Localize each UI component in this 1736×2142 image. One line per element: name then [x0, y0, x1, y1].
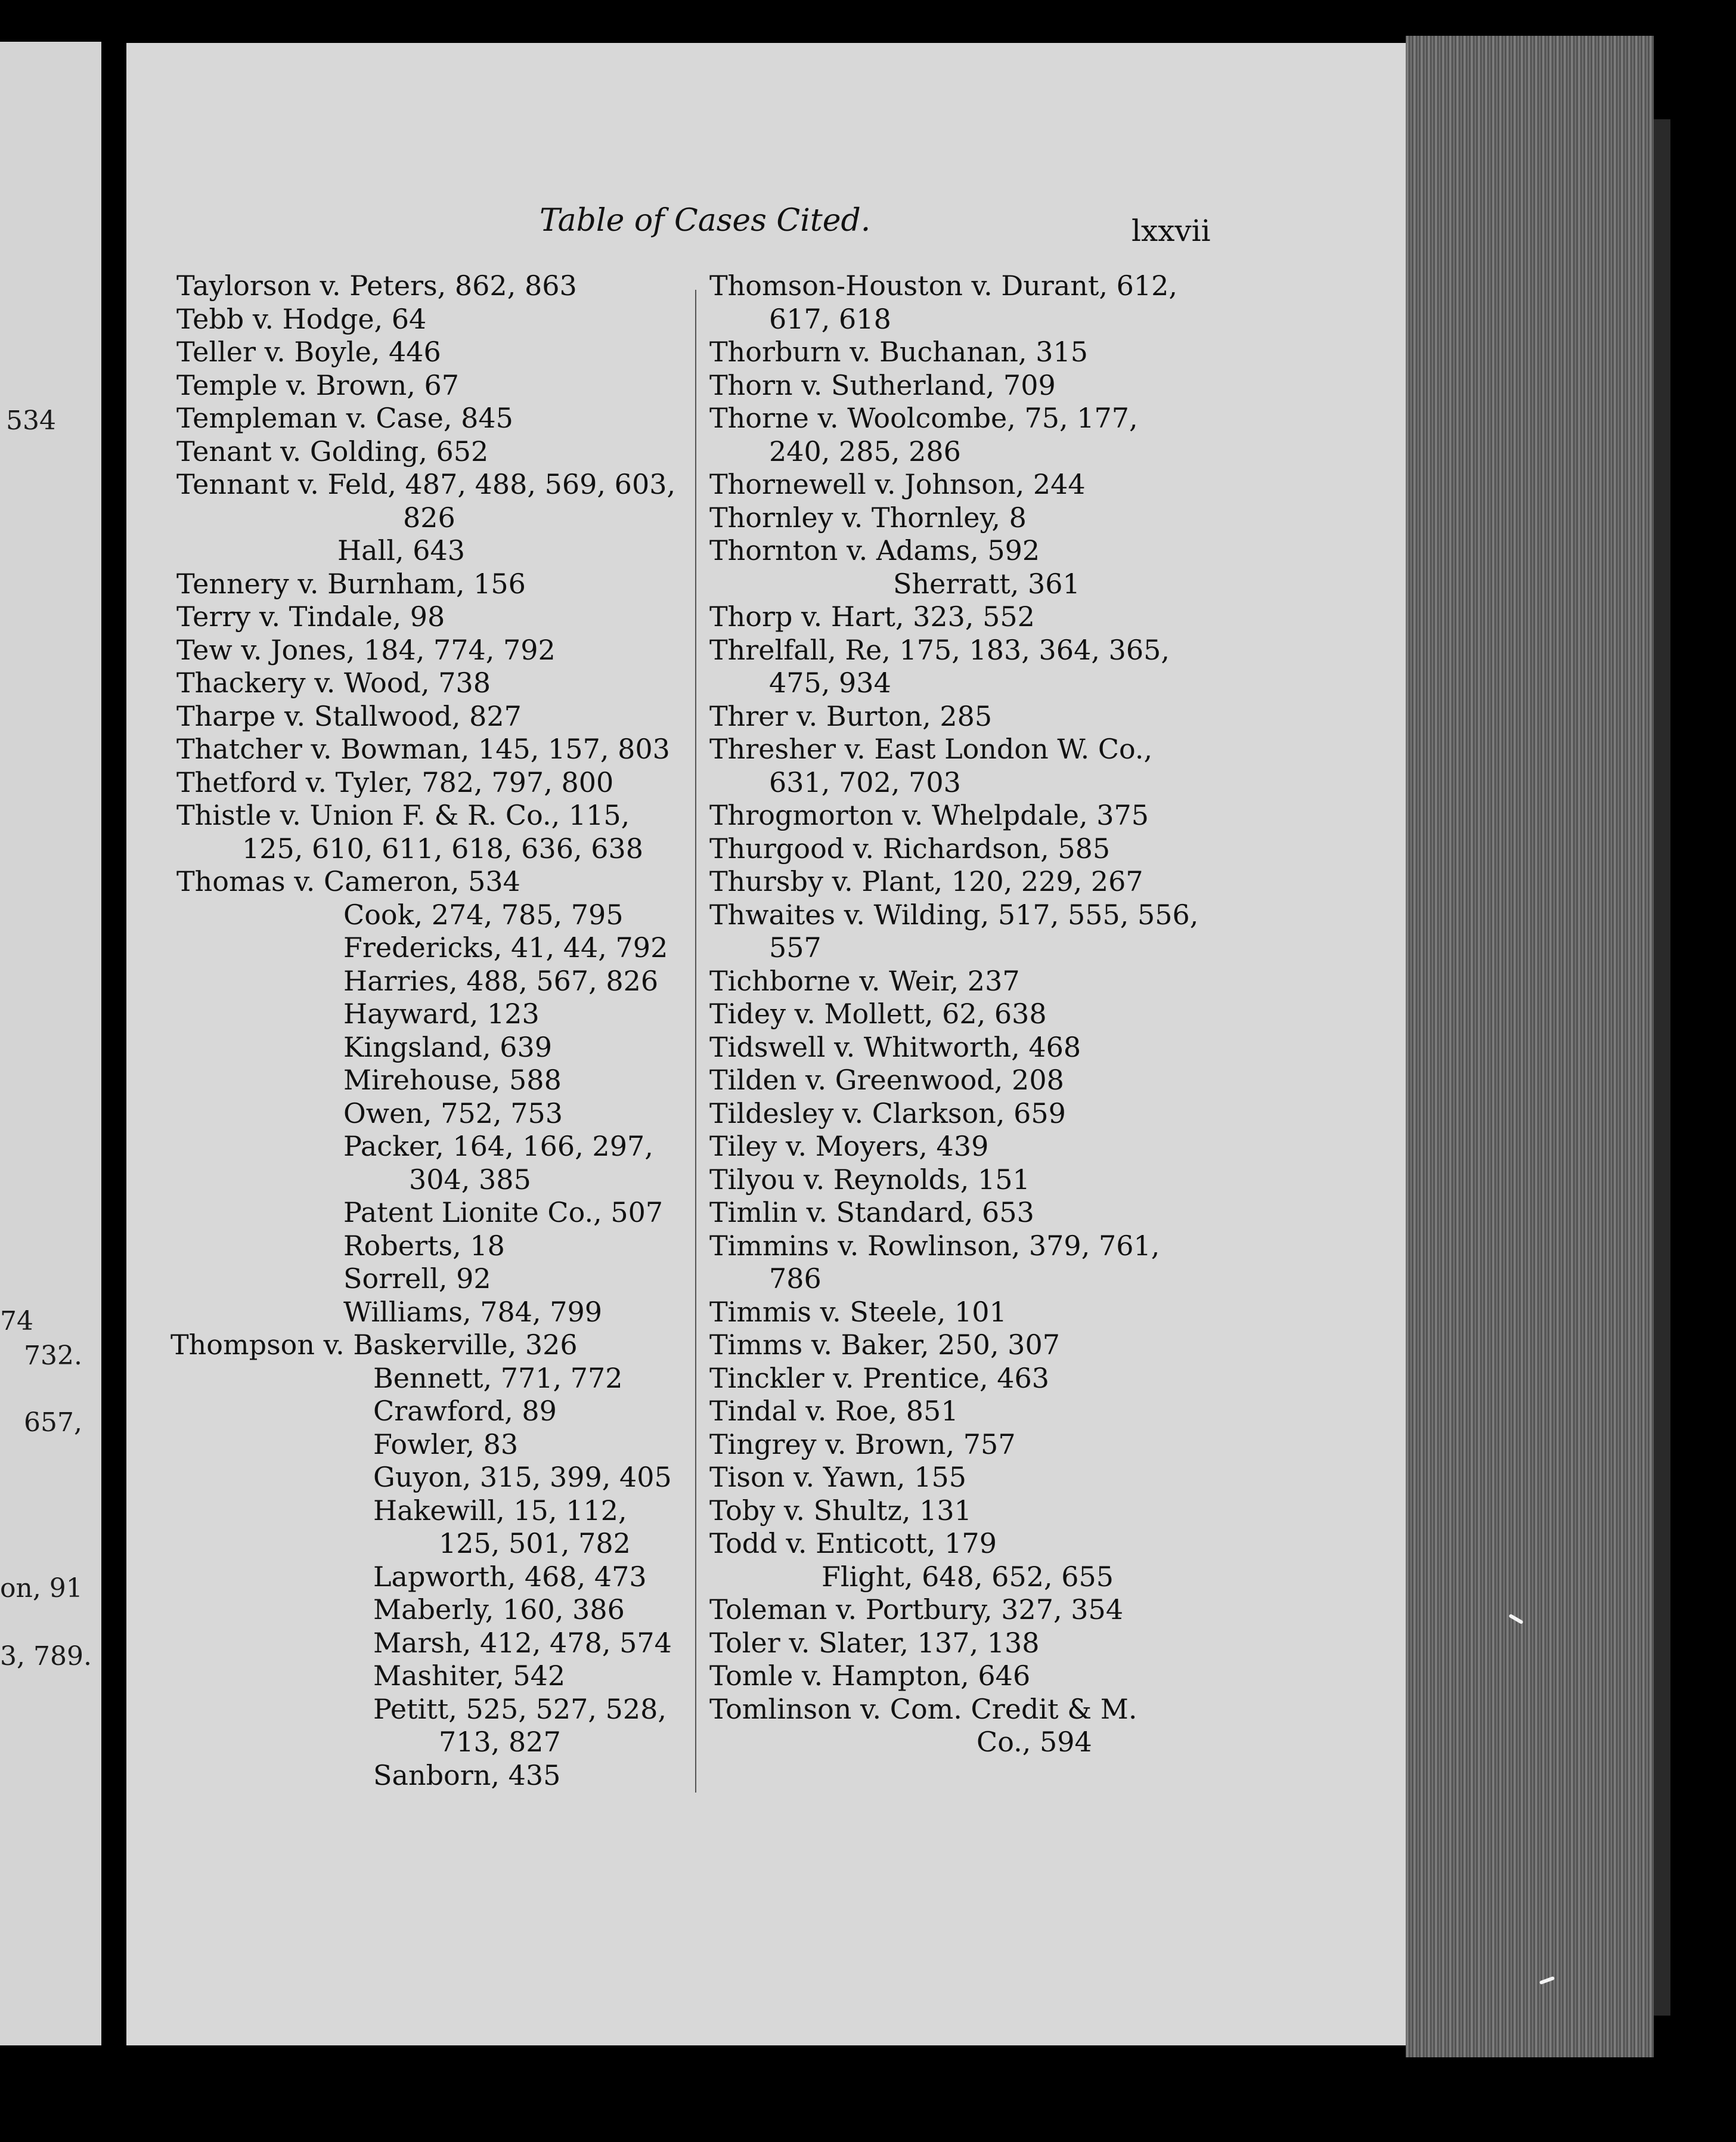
case-entry: Mashiter, 542 [373, 1660, 566, 1692]
case-entry: Hayward, 123 [343, 998, 540, 1030]
case-entry: 125, 610, 611, 618, 636, 638 [242, 832, 644, 865]
case-entry: Tew v. Jones, 184, 774, 792 [176, 633, 556, 666]
case-entry: 240, 285, 286 [769, 435, 961, 468]
column-divider [695, 290, 696, 1793]
case-entry: Thomas v. Cameron, 534 [176, 865, 520, 897]
case-entry: Tinckler v. Prentice, 463 [709, 1361, 1049, 1394]
case-entry: Tennant v. Feld, 487, 488, 569, 603, [176, 468, 676, 500]
case-entry: Tiley v. Moyers, 439 [709, 1130, 989, 1162]
case-entry: Kingsland, 639 [343, 1030, 553, 1063]
case-entry: Taylorson v. Peters, 862, 863 [176, 270, 577, 302]
book-cover-edge [1654, 119, 1670, 2016]
case-entry: Tomle v. Hampton, 646 [709, 1660, 1031, 1692]
left-page-fragment: 3, 789. [0, 1641, 92, 1671]
case-entry: 713, 827 [439, 1726, 561, 1758]
case-entry: Thorp v. Hart, 323, 552 [709, 600, 1035, 633]
case-entry: Tichborne v. Weir, 237 [709, 964, 1020, 997]
case-entry: Throgmorton v. Whelpdale, 375 [709, 799, 1149, 831]
case-entry: Thatcher v. Bowman, 145, 157, 803 [176, 733, 670, 765]
case-entry: Thwaites v. Wilding, 517, 555, 556, [709, 898, 1199, 931]
case-entry: Thornley v. Thornley, 8 [709, 501, 1027, 534]
case-entry: Teller v. Boyle, 446 [176, 336, 441, 368]
case-entry: Thompson v. Baskerville, 326 [170, 1329, 578, 1361]
left-page-fragment: 657, [24, 1407, 82, 1438]
case-entry: Thursby v. Plant, 120, 229, 267 [709, 865, 1143, 897]
case-entry: Thurgood v. Richardson, 585 [709, 832, 1111, 865]
case-entry: Thetford v. Tyler, 782, 797, 800 [176, 766, 614, 798]
case-entry: 304, 385 [409, 1163, 531, 1196]
case-entry: Petitt, 525, 527, 528, [373, 1692, 667, 1725]
case-entry: Tison v. Yawn, 155 [709, 1461, 966, 1493]
case-entry: Thistle v. Union F. & R. Co., 115, [176, 799, 630, 831]
case-entry: Tidswell v. Whitworth, 468 [709, 1030, 1081, 1063]
case-entry: Roberts, 18 [343, 1229, 505, 1262]
case-entry: Toler v. Slater, 137, 138 [709, 1626, 1040, 1659]
case-entry: Lapworth, 468, 473 [373, 1560, 647, 1593]
case-entry: Mirehouse, 588 [343, 1064, 562, 1096]
case-entry: Terry v. Tindale, 98 [176, 600, 445, 633]
case-entry: Tingrey v. Brown, 757 [709, 1428, 1016, 1460]
case-entry: Patent Lionite Co., 507 [343, 1196, 664, 1228]
book-fore-edge [1406, 36, 1654, 2057]
case-entry: Timmins v. Rowlinson, 379, 761, [709, 1229, 1160, 1262]
case-entry: Timlin v. Standard, 653 [709, 1196, 1034, 1228]
case-entry: Tennery v. Burnham, 156 [176, 567, 526, 600]
case-entry: Thorne v. Woolcombe, 75, 177, [709, 402, 1138, 434]
case-entry: Thorn v. Sutherland, 709 [709, 369, 1056, 401]
left-page-fragment: 732. [24, 1341, 82, 1371]
case-entry: Thornewell v. Johnson, 244 [709, 468, 1086, 500]
left-page-edge [0, 42, 101, 2045]
case-entry: 826 [403, 501, 455, 534]
case-entry: Hall, 643 [337, 534, 466, 567]
running-head-title: Table of Cases Cited. [540, 203, 871, 239]
case-entry: Tharpe v. Stallwood, 827 [176, 699, 522, 732]
case-entry: Templeman v. Case, 845 [176, 402, 513, 434]
case-entry: Fredericks, 41, 44, 792 [343, 931, 668, 964]
case-entry: Sorrell, 92 [343, 1262, 491, 1295]
case-entry: 786 [769, 1262, 822, 1295]
case-entry: Crawford, 89 [373, 1395, 557, 1427]
case-entry: Thresher v. East London W. Co., [709, 733, 1153, 765]
case-entry: Timmis v. Steele, 101 [709, 1295, 1007, 1328]
left-page-fragment: 534 [6, 406, 56, 436]
case-entry: Todd v. Enticott, 179 [709, 1527, 997, 1559]
case-entry: Flight, 648, 652, 655 [822, 1560, 1114, 1593]
page-number: lxxvii [1132, 213, 1211, 248]
case-entry: 557 [769, 931, 822, 964]
case-entry: Temple v. Brown, 67 [176, 369, 459, 401]
case-entry: Tenant v. Golding, 652 [176, 435, 489, 468]
case-entry: Threr v. Burton, 285 [709, 699, 993, 732]
case-entry: Fowler, 83 [373, 1428, 519, 1460]
case-entry: Tomlinson v. Com. Credit & M. [709, 1692, 1137, 1725]
left-page-fragment: on, 91 [0, 1573, 83, 1604]
case-entry: Tilden v. Greenwood, 208 [709, 1064, 1064, 1096]
case-entry: Sherratt, 361 [893, 567, 1080, 600]
case-entry: Tilyou v. Reynolds, 151 [709, 1163, 1030, 1196]
case-entry: Bennett, 771, 772 [373, 1361, 623, 1394]
case-entry: Cook, 274, 785, 795 [343, 898, 624, 931]
case-entry: Threlfall, Re, 175, 183, 364, 365, [709, 633, 1170, 666]
case-entry: Co., 594 [976, 1726, 1092, 1758]
case-entry: Thomson-Houston v. Durant, 612, [709, 270, 1178, 302]
case-entry: 125, 501, 782 [439, 1527, 631, 1559]
case-entry: Tindal v. Roe, 851 [709, 1395, 959, 1427]
case-entry: Guyon, 315, 399, 405 [373, 1461, 672, 1493]
case-entry: 631, 702, 703 [769, 766, 961, 798]
case-entry: 617, 618 [769, 302, 891, 335]
case-entry: Tildesley v. Clarkson, 659 [709, 1097, 1066, 1129]
case-entry: Toleman v. Portbury, 327, 354 [709, 1593, 1124, 1626]
case-entry: Thackery v. Wood, 738 [176, 667, 491, 699]
case-entry: Tebb v. Hodge, 64 [176, 302, 427, 335]
case-entry: Toby v. Shultz, 131 [709, 1494, 972, 1527]
right-column-entries [702, 270, 1227, 1759]
case-entry: Williams, 784, 799 [343, 1295, 603, 1328]
case-entry: Packer, 164, 166, 297, [343, 1130, 653, 1162]
case-entry: Tidey v. Mollett, 62, 638 [709, 998, 1047, 1030]
case-entry: 475, 934 [769, 667, 891, 699]
case-entry: Maberly, 160, 386 [373, 1593, 625, 1626]
case-entry: Sanborn, 435 [373, 1759, 561, 1791]
left-page-fragment: 74 [0, 1306, 33, 1336]
case-entry: Marsh, 412, 478, 574 [373, 1626, 672, 1659]
case-entry: Harries, 488, 567, 826 [343, 964, 659, 997]
case-entry: Timms v. Baker, 250, 307 [709, 1329, 1060, 1361]
left-column-entries [170, 270, 689, 1792]
case-entry: Thornton v. Adams, 592 [709, 534, 1040, 567]
case-entry: Hakewill, 15, 112, [373, 1494, 627, 1527]
case-entry: Thorburn v. Buchanan, 315 [709, 336, 1089, 368]
case-entry: Owen, 752, 753 [343, 1097, 563, 1129]
